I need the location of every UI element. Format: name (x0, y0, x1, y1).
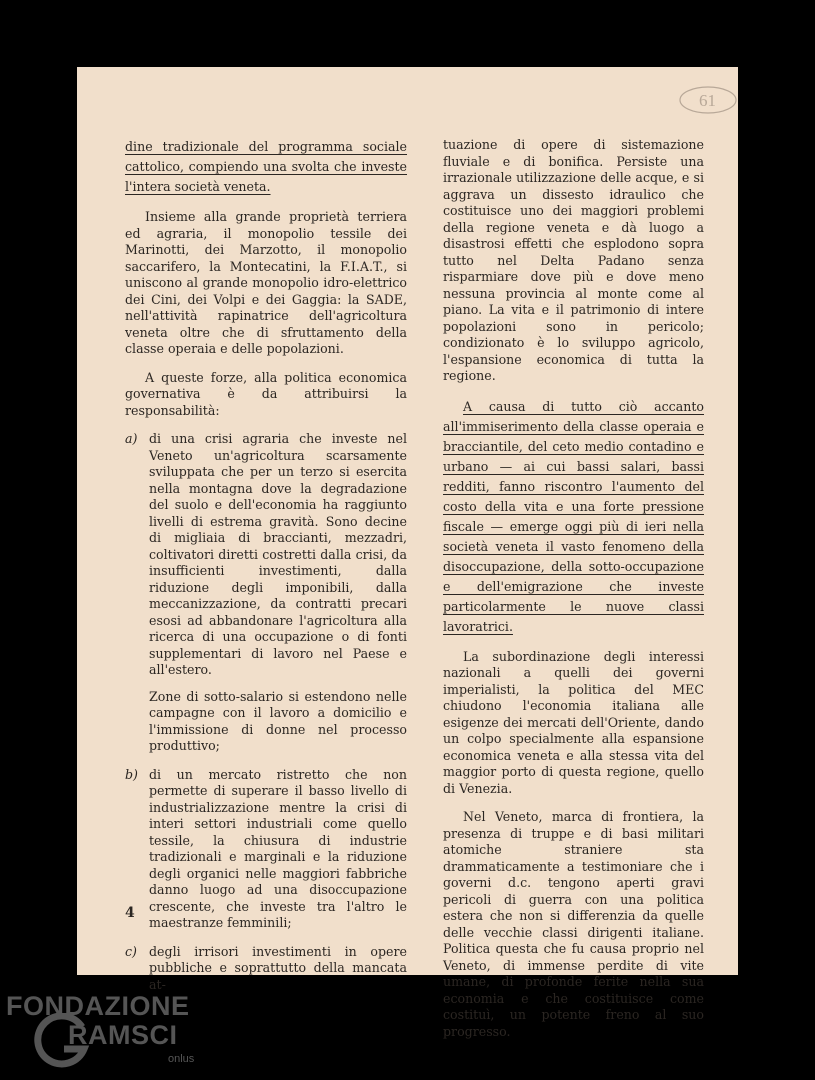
logo-line2: RAMSCI (68, 1020, 178, 1050)
intro-underlined-paragraph: dine tradizionale del programma sociale cattolico, compiendo una svolta che investe l'intera società veneta. (125, 139, 407, 194)
list-marker: b) (125, 766, 138, 782)
list-item-a (125, 431, 407, 755)
page-number: 4 (125, 905, 135, 921)
paragraph-monopolies: Insieme alla grande proprietà terriera ed agraria, il monopolio tessile dei Marinotti, dei Marzotto, il monopolio saccarifero, la Montecatini, la F.I.A.T., si uniscono al grande monopolio idro-elettrico dei Cini, dei Volpi e dei Gaggia: la SADE, nell'attività rapinatrice dell'agricoltura veneta oltre che di sfruttamento della classe operaia e delle popolazioni. (125, 209, 407, 356)
paragraph-mec: La subordinazione degli interessi nazionali a quelli dei governi imperialisti, la politica del MEC chiudono l'economia italiana alle esigenze dei mercati dell'Oriente, dando un colpo specialmente alla espansione economica veneta e alla stessa vita del maggior porto di questa regione, quello di Venezia. (443, 648, 704, 796)
list-item-b (125, 767, 407, 932)
paragraph-river-works: tuazione di opere di sistemazione fluviale e di bonifica. Persiste una irrazionale utilizzazione delle acque, e si aggrava un dissesto idraulico che costituisce uno dei maggiori problemi della regione veneta e dà luogo a disastrosi effetti che esplodono sopra tutto nel Delta Padano senza risparmiare dove più e dove meno nessuna provincia al monte come al piano. La vita e il patrimonio di intere popolazioni sono in pericolo; condizionato è lo sviluppo agricolo, l'espansione economica di tutta la regione. (443, 137, 704, 383)
paragraph-underlined-unemployment: A causa di tutto ciò accanto all'immiserimento della classe operaia e bracciantile, del ceto medio contadino e urbano — ai cui bassi salari, bassi redditi, fanno riscontro l'aumento del costo della vita e una forte pressione fiscale — emerge oggi più di ieri nella società veneta il vasto fenomeno della disoccupazione, della sotto-occupazione e dell'emigrazione che investe particolarmente le nuove classi lavoratrici. (443, 398, 704, 634)
logo-onlus: onlus (168, 1053, 195, 1065)
right-column (443, 137, 704, 1052)
item-a-text: di una crisi agraria che investe nel Veneto un'agricoltura scarsamente sviluppata che per un terzo si esercita nella montagna dove la degradazione del suolo e dell'economia ha raggiunto livelli di estrema gravità. Sono decine di migliaia di braccianti, mezzadri, coltivatori diretti costretti dalla crisi, da insufficienti investimenti, dalla riduzione degli imponibili, dalla meccanizzazione, da contratti precari esosi ad abbandonare l'agricoltura alla ricerca di una occupazione o di fonti supplementari di lavoro nel Paese e all'estero. (149, 431, 407, 677)
item-c-text: degli irrisori investimenti in opere pubbliche e soprattutto della mancata at- (149, 943, 407, 992)
fondazione-gramsci-logo (6, 991, 216, 1076)
list-item-c (125, 944, 407, 994)
paragraph-military-bases: Nel Veneto, marca di frontiera, la presenza di truppe e di basi militari atomiche straniere sta drammaticamente a testimoniare che i governi d.c. tengono aperti gravi pericoli di guerra con una politica estera che non si differenzia da quelle delle vecchie classi dirigenti italiane. Politica questa che fu causa proprio nel Veneto, di immense perdite di vite umane, di profonde ferite nella sua economia e che costituisce come costituì, un potente freno al suo progresso. (443, 809, 704, 1039)
left-column (125, 137, 407, 1005)
item-a-subparagraph: Zone di sotto-salario si estendono nelle campagne con il lavoro a domicilio e l'immissione di donne nel processo produttivo; (149, 688, 407, 753)
list-marker: c) (125, 943, 137, 959)
handwritten-page-annotation (677, 84, 739, 116)
svg-text:61: 61 (699, 91, 716, 110)
logo-line1: FONDAZIONE (6, 991, 190, 1021)
list-marker: a) (125, 431, 138, 446)
paragraph-responsibility: A queste forze, alla politica economica governativa è da attribuirsi la responsabilità: (125, 369, 407, 418)
item-b-text: di un mercato ristretto che non permette di superare il basso livello di industrializzazione mentre la crisi di interi settori industriali come quello tessile, la chiusura di industrie tradizionali e marginali e la riduzione degli organici nelle maggiori fabbriche danno luogo ad una disoccupazione crescente, che investe tra l'altro le maestranze femminili; (149, 766, 407, 930)
